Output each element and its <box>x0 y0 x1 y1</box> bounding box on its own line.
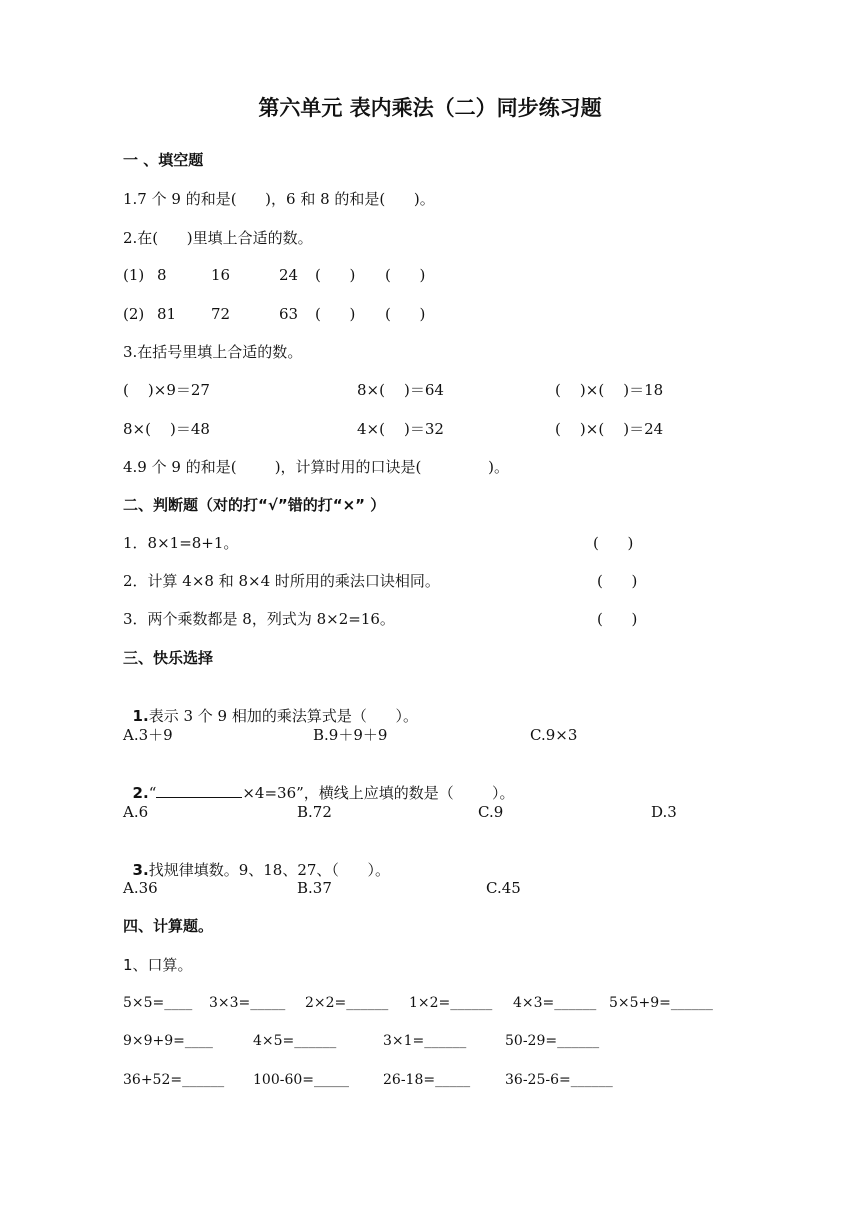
judge-2-paren: ( ) <box>597 572 638 590</box>
fill-1-3: ( )×( )＝18 <box>555 381 664 399</box>
choice-2-open-quote: “ <box>148 784 157 802</box>
choice-1-option-a: A.3＋9 <box>123 726 173 744</box>
calc-2-2: 4×5=______ <box>253 1033 337 1049</box>
judge-2: 2．计算 4×8 和 8×4 时所用的乘法口诀相同。 <box>123 572 440 590</box>
choice-3 <box>123 840 390 880</box>
choice-3-number: 3. <box>132 861 149 879</box>
answer-underline <box>156 783 242 798</box>
seq-row-2-label: (2) <box>123 305 145 323</box>
calc-2-3: 3×1=______ <box>383 1033 467 1049</box>
choice-2-option-c: C.9 <box>478 803 504 821</box>
choice-3-option-c: C.45 <box>486 879 521 897</box>
page-title: 第六单元 表内乘法（二）同步练习题 <box>258 96 602 120</box>
section-1-heading: 一 、填空题 <box>123 151 204 169</box>
judge-1-paren: ( ) <box>593 534 634 552</box>
calc-3-4: 36-25-6=______ <box>505 1072 613 1088</box>
choice-1-option-b: B.9＋9＋9 <box>313 726 388 744</box>
calc-1-3: 2×2=______ <box>305 995 389 1011</box>
fill-2-3: ( )×( )＝24 <box>555 420 664 438</box>
question-1-3: 3.在括号里填上合适的数。 <box>123 343 303 361</box>
seq-row-2-blank-1: ( ) <box>315 305 356 323</box>
choice-3-text: 找规律填数。9、18、27、（ ）。 <box>148 861 391 879</box>
calc-3-3: 26-18=_____ <box>383 1072 471 1088</box>
seq-row-1-blank-2: ( ) <box>385 266 426 284</box>
choice-2-option-a: A.6 <box>123 803 149 821</box>
choice-3-option-b: B.37 <box>297 879 332 897</box>
oral-calc-subheading: 1、口算。 <box>123 956 193 974</box>
choice-1-number: 1. <box>132 707 149 725</box>
question-1-2: 2.在( )里填上合适的数。 <box>123 229 313 247</box>
choice-2-number: 2. <box>132 784 149 802</box>
seq-row-1-blank-1: ( ) <box>315 266 356 284</box>
fill-2-2: 4×( )＝32 <box>357 420 444 438</box>
seq-row-1-label: (1) <box>123 266 145 284</box>
seq-row-1-a: 8 <box>157 266 167 284</box>
seq-row-2-c: 63 <box>279 305 299 323</box>
calc-1-4: 1×2=______ <box>409 995 493 1011</box>
choice-1-option-c: C.9×3 <box>530 726 578 744</box>
section-2-heading: 二、判断题（对的打“√”错的打“×” ） <box>123 496 386 514</box>
seq-row-2-a: 81 <box>157 305 177 323</box>
choice-1 <box>123 686 418 726</box>
judge-1: 1．8×1=8+1。 <box>123 534 239 552</box>
calc-2-4: 50-29=______ <box>505 1033 600 1049</box>
choice-1-text: 表示 3 个 9 相加的乘法算式是（ ）。 <box>148 707 418 725</box>
choice-3-option-a: A.36 <box>123 879 158 897</box>
choice-2-text: ×4=36”，横线上应填的数是（ ）。 <box>242 784 515 802</box>
choice-2-option-d: D.3 <box>651 803 677 821</box>
seq-row-2-b: 72 <box>211 305 231 323</box>
judge-3-paren: ( ) <box>597 610 638 628</box>
calc-3-1: 36+52=______ <box>123 1072 225 1088</box>
section-4-heading: 四、计算题。 <box>123 917 214 935</box>
choice-2-option-b: B.72 <box>297 803 332 821</box>
calc-2-1: 9×9+9=____ <box>123 1033 213 1049</box>
section-3-heading: 三、快乐选择 <box>123 649 214 667</box>
question-1-4: 4.9 个 9 的和是( )，计算时用的口诀是( )。 <box>123 458 510 476</box>
fill-1-2: 8×( )＝64 <box>357 381 444 399</box>
calc-1-1: 5×5=____ <box>123 995 193 1011</box>
fill-2-1: 8×( )＝48 <box>123 420 210 438</box>
seq-row-2-blank-2: ( ) <box>385 305 426 323</box>
calc-1-6: 5×5+9=______ <box>609 995 713 1011</box>
question-1-1: 1.7 个 9 的和是( )，6 和 8 的和是( )。 <box>123 190 435 208</box>
fill-1-1: ( )×9＝27 <box>123 381 210 399</box>
seq-row-1-b: 16 <box>211 266 231 284</box>
calc-3-2: 100-60=_____ <box>253 1072 349 1088</box>
seq-row-1-c: 24 <box>279 266 299 284</box>
judge-3: 3．两个乘数都是 8，列式为 8×2=16。 <box>123 610 395 628</box>
calc-1-2: 3×3=_____ <box>209 995 286 1011</box>
calc-1-5: 4×3=______ <box>513 995 597 1011</box>
choice-2 <box>123 763 514 803</box>
